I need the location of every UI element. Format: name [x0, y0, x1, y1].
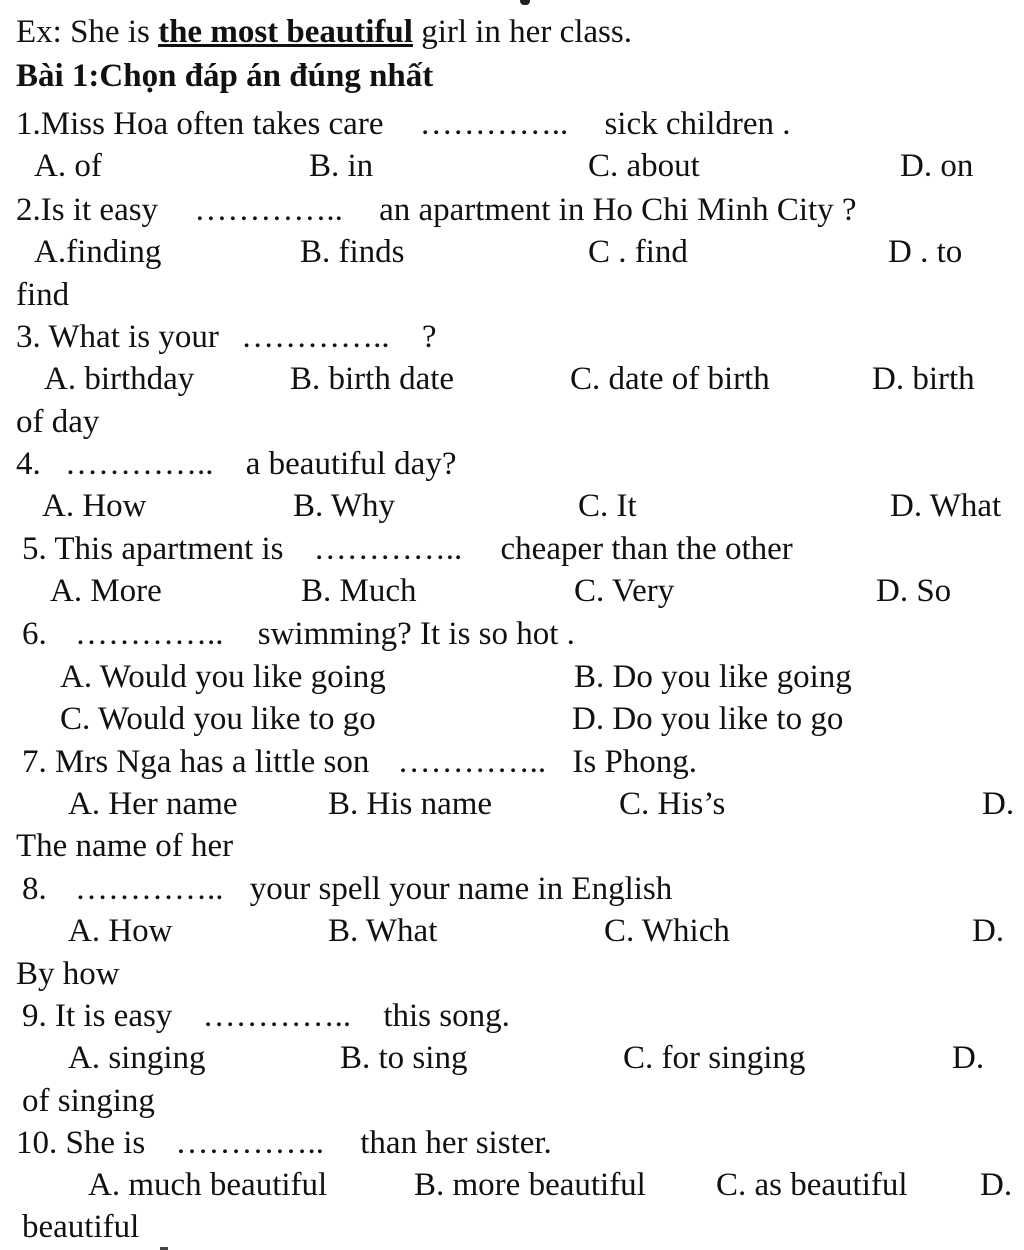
option-b: B. to sing — [340, 1040, 468, 1076]
answer-blank: ………….. — [65, 446, 214, 482]
example-prefix: Ex: She is — [16, 14, 159, 50]
option-d: D. — [972, 913, 1005, 949]
question-3 — [16, 321, 437, 354]
question-6-end: swimming? It is so hot . — [257, 616, 575, 652]
option-c: C. about — [588, 148, 700, 184]
option-b: B. Much — [301, 573, 417, 609]
option-d: D. What — [890, 488, 1002, 524]
answer-blank: ………….. — [241, 319, 390, 355]
option-d: D. So — [876, 573, 952, 609]
option-a: A. Her name — [68, 786, 238, 822]
option-b: B. Why — [293, 488, 396, 524]
option-a: A.finding — [34, 234, 162, 270]
question-1 — [16, 108, 791, 141]
question-5 — [22, 533, 793, 566]
option-a: A. How — [68, 913, 173, 949]
option-b: B. finds — [300, 234, 405, 270]
option-d-continuation: beautiful — [22, 1209, 140, 1245]
example-line — [16, 16, 632, 49]
option-c: C . find — [588, 234, 688, 270]
question-6 — [22, 618, 575, 651]
question-9 — [22, 1000, 510, 1033]
answer-blank: ………….. — [175, 1125, 325, 1161]
question-10 — [16, 1127, 552, 1160]
question-2-stem: 2.Is it easy — [16, 192, 159, 228]
answer-blank: ………….. — [397, 744, 547, 780]
question-1-end: sick children . — [604, 106, 791, 142]
question-8 — [22, 873, 672, 906]
question-3-stem: 3. What is your — [16, 319, 219, 355]
exercise-heading: Bài 1:Chọn đáp án đúng nhất — [16, 58, 434, 94]
question-5-end: cheaper than the other — [500, 531, 793, 567]
question-4-end: a beautiful day? — [245, 446, 457, 482]
option-c: C. Would you like to go — [60, 701, 376, 737]
answer-blank: ………….. — [194, 192, 343, 228]
option-d: D. on — [900, 148, 974, 184]
option-c: C. for singing — [623, 1040, 806, 1076]
option-a: A. How — [42, 488, 147, 524]
option-d-continuation: of day — [16, 404, 100, 440]
option-d: D. — [982, 786, 1015, 822]
option-a: A. birthday — [44, 361, 195, 397]
option-c: C. It — [578, 488, 637, 524]
option-b: B. birth date — [290, 361, 455, 397]
option-d: D. — [952, 1040, 985, 1076]
question-4-stem: 4. — [16, 446, 41, 482]
question-7-stem: 7. Mrs Nga has a little son — [22, 744, 370, 780]
question-9-end: this song. — [383, 998, 510, 1034]
question-1-stem: 1.Miss Hoa often takes care — [16, 106, 384, 142]
option-b: B. Do you like going — [574, 659, 852, 695]
question-2-end: an apartment in Ho Chi Minh City ? — [379, 192, 857, 228]
answer-blank: ………….. — [202, 998, 352, 1034]
question-5-stem: 5. This apartment is — [22, 531, 284, 567]
question-6-stem: 6. — [22, 616, 47, 652]
answer-blank: ………….. — [419, 106, 569, 142]
example-suffix: girl in her class. — [412, 14, 632, 50]
option-d-continuation: find — [16, 277, 70, 313]
answer-blank: ………….. — [75, 871, 224, 907]
option-a: A. much beautiful — [88, 1167, 328, 1203]
question-8-end: your spell your name in English — [249, 871, 673, 907]
option-c: C. as beautiful — [716, 1167, 908, 1203]
question-10-end: than her sister. — [360, 1125, 552, 1161]
option-a: A. More — [50, 573, 162, 609]
option-c: C. His’s — [619, 786, 726, 822]
option-d-continuation: The name of her — [16, 828, 234, 864]
option-d-continuation: of singing — [22, 1083, 155, 1119]
example-answer: the most beautiful — [158, 14, 413, 50]
question-3-end: ? — [421, 319, 437, 355]
option-b: B. more beautiful — [414, 1167, 646, 1203]
option-c: C. Which — [604, 913, 730, 949]
option-d-continuation: By how — [16, 956, 120, 992]
question-4 — [16, 448, 456, 481]
option-d: D. Do you like to go — [572, 701, 844, 737]
question-10-stem: 10. She is — [16, 1125, 146, 1161]
top-edge-mark — [520, 0, 530, 5]
option-a: A. Would you like going — [60, 659, 386, 695]
option-a: A. singing — [68, 1040, 206, 1076]
answer-blank: ………….. — [75, 616, 224, 652]
option-b: B. What — [328, 913, 438, 949]
question-2 — [16, 194, 857, 227]
question-7 — [22, 746, 697, 779]
question-9-stem: 9. It is easy — [22, 998, 173, 1034]
answer-blank: ………….. — [313, 531, 463, 567]
option-b: B. His name — [328, 786, 493, 822]
option-b: B. in — [309, 148, 374, 184]
option-d: D. birth — [872, 361, 975, 397]
option-d: D. — [980, 1167, 1013, 1203]
option-c: C. Very — [574, 573, 675, 609]
option-d: D . to — [888, 234, 963, 270]
question-7-end: Is Phong. — [572, 744, 698, 780]
option-a: A. of — [34, 148, 102, 184]
question-8-stem: 8. — [22, 871, 47, 907]
option-c: C. date of birth — [570, 361, 770, 397]
